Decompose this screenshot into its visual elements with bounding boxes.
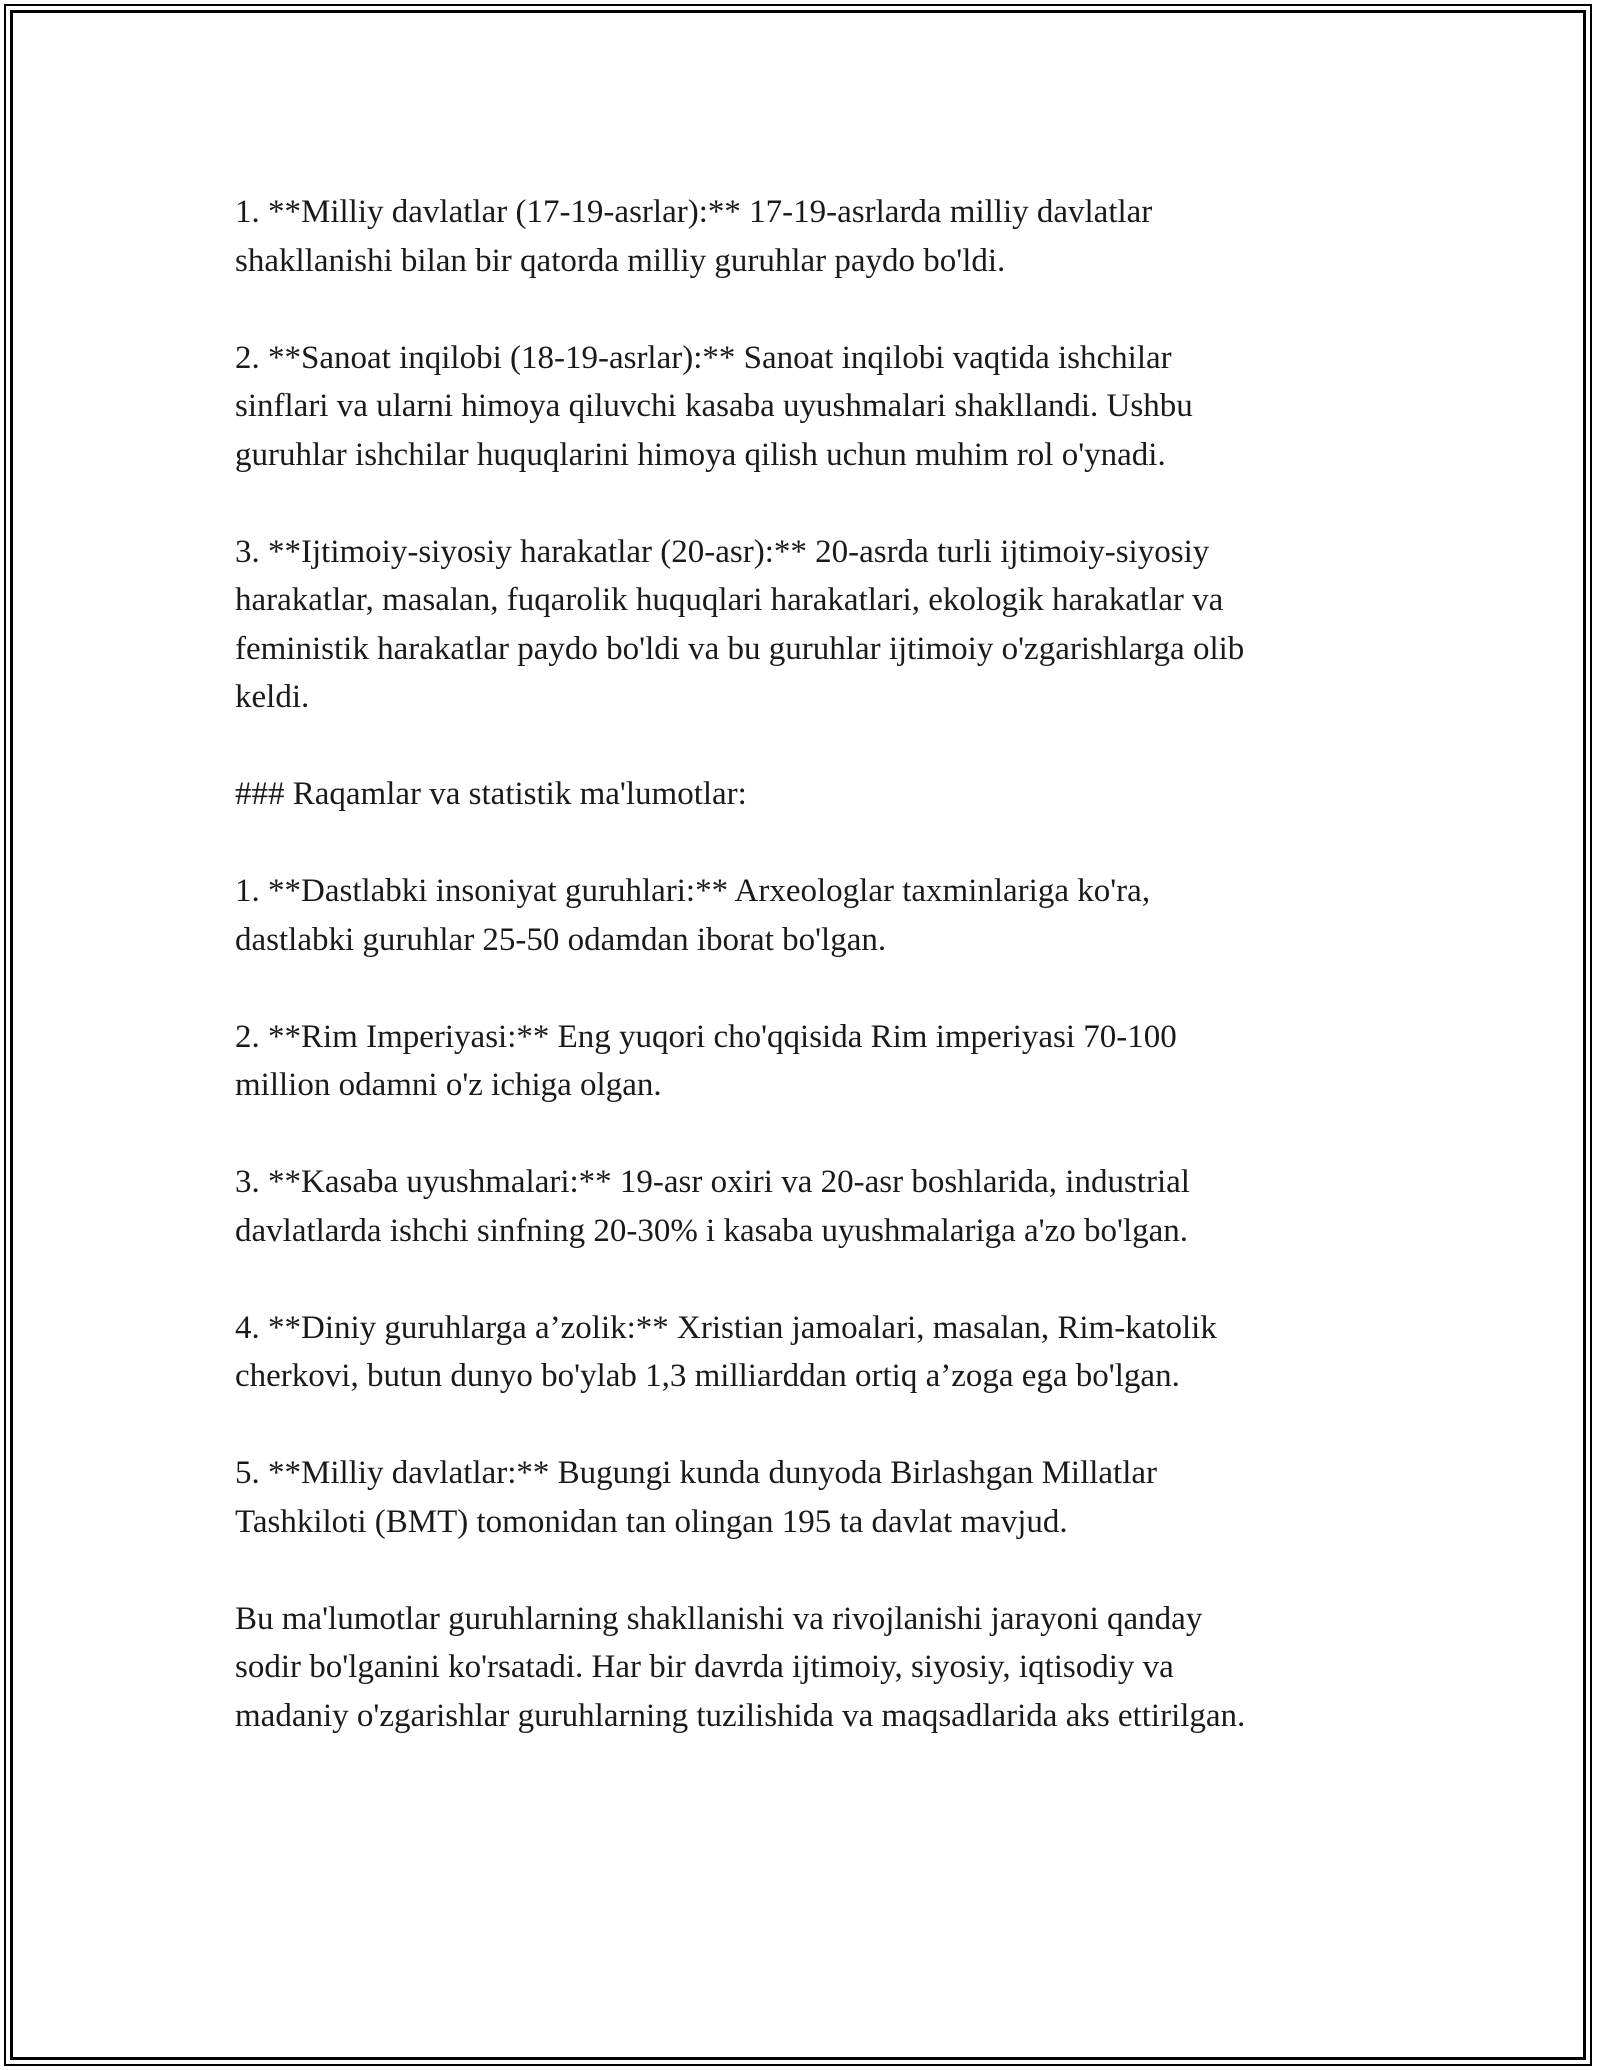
list-item-sanoat-inqilobi: 2. **Sanoat inqilobi (18-19-asrlar):** Sanoat inqilobi vaqtida ishchilar sinflari va ularni himoya qiluvchi kasaba uyushmalari shakllandi. Ushbu guruhlar ishchilar huquqlarini himoya qilish uchun muhim rol o'ynadi. [235,339,1193,473]
list-item-diniy-guruhlar: 4. **Diniy guruhlarga a’zolik:** Xristian jamoalari, masalan, Rim-katolik cherkovi, butun dunyo bo'ylab 1,3 milliarddan ortiq a’zoga ega bo'lgan. [235,1309,1217,1394]
list-item-kasaba-uyushmalari: 3. **Kasaba uyushmalari:** 19-asr oxiri va 20-asr boshlarida, industrial davlatlarda ishchi sinfning 20-30% i kasaba uyushmalariga a'zo bo'lgan. [235,1164,1190,1249]
section-heading-statistics: ### Raqamlar va statistik ma'lumotlar: [235,776,747,812]
list-item-dastlabki-guruhlar: 1. **Dastlabki insoniyat guruhlari:** Arxeologlar taxminlariga ko'ra, dastlabki guruhlar 25-50 odamdan iborat bo'lgan. [235,873,1151,958]
list-item-rim-imperiyasi: 2. **Rim Imperiyasi:** Eng yuqori cho'qqisida Rim imperiyasi 70-100 million odamni o'z ichiga olgan. [235,1018,1177,1103]
list-item-ijtimoiy-siyosiy-harakatlar: 3. **Ijtimoiy-siyosiy harakatlar (20-asr):** 20-asrda turli ijtimoiy-siyosiy harakatlar, masalan, fuqarolik huquqlari harakatlari, ekologik harakatlar va feministik harakatlar paydo bo'ldi va bu guruhlar ijtimoiy o'zgarishlarga olib keldi. [235,533,1245,715]
list-item-milliy-davlatlar-bmt: 5. **Milliy davlatlar:** Bugungi kunda dunyoda Birlashgan Millatlar Tashkiloti (BMT) tomonidan tan olingan 195 ta davlat mavjud. [235,1455,1158,1540]
conclusion-paragraph: Bu ma'lumotlar guruhlarning shakllanishi va rivojlanishi jarayoni qanday sodir bo'lganini ko'rsatadi. Har bir davrda ijtimoiy, siyosiy, iqtisodiy va madaniy o'zgarishlar guruhlarning tuzilishida va maqsadlarida aks ettirilgan. [235,1600,1246,1734]
document-body [235,188,1385,1740]
list-item-milliy-davlatlar-17-19: 1. **Milliy davlatlar (17-19-asrlar):** 17-19-asrlarda milliy davlatlar shakllanishi bilan bir qatorda milliy guruhlar paydo bo'ldi. [235,194,1153,279]
